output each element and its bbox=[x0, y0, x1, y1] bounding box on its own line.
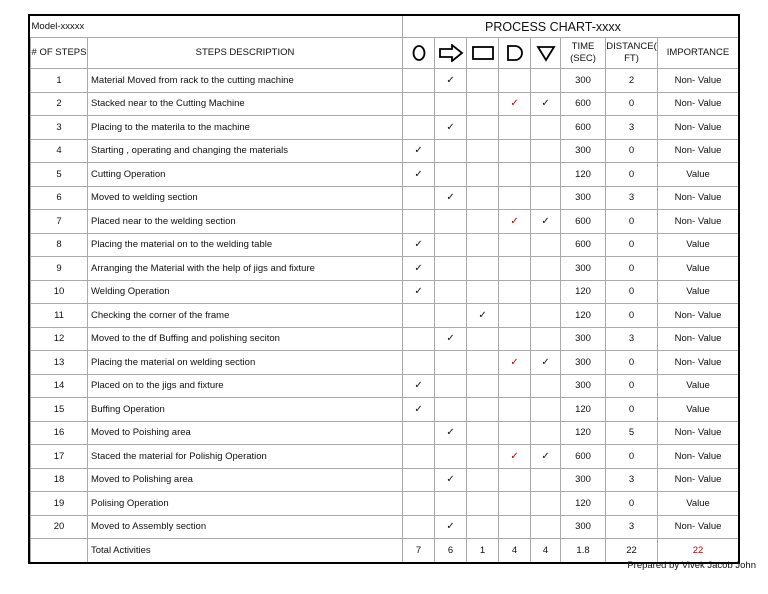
time-sec: 300 bbox=[561, 186, 606, 210]
check-mark-icon: ✓ bbox=[541, 356, 550, 368]
symbol-cell-storage-triangle bbox=[531, 304, 561, 328]
symbol-cell-delay-d bbox=[499, 492, 531, 516]
step-description: Material Moved from rack to the cutting machine bbox=[88, 69, 403, 93]
symbol-cell-storage-triangle bbox=[531, 421, 561, 445]
distance-ft: 0 bbox=[606, 398, 658, 422]
step-description: Placed on to the jigs and fixture bbox=[88, 374, 403, 398]
time-sec: 300 bbox=[561, 351, 606, 375]
step-number: 2 bbox=[31, 92, 88, 116]
step-description: Placing to the materila to the machine bbox=[88, 116, 403, 140]
importance: Non- Value bbox=[658, 304, 738, 328]
symbol-cell-delay-d bbox=[499, 515, 531, 539]
step-description: Buffing Operation bbox=[88, 398, 403, 422]
importance: Non- Value bbox=[658, 468, 738, 492]
distance-ft: 3 bbox=[606, 186, 658, 210]
step-number: 14 bbox=[31, 374, 88, 398]
time-sec: 300 bbox=[561, 468, 606, 492]
time-sec: 120 bbox=[561, 421, 606, 445]
step-description: Staced the material for Polishig Operation bbox=[88, 445, 403, 469]
importance: Non- Value bbox=[658, 92, 738, 116]
header-distance-line1: DISTANCE( bbox=[606, 41, 657, 52]
step-description: Placed near to the welding section bbox=[88, 210, 403, 234]
symbol-cell-storage-triangle bbox=[531, 186, 561, 210]
time-sec: 600 bbox=[561, 210, 606, 234]
step-number: 11 bbox=[31, 304, 88, 328]
symbol-cell-delay-d bbox=[499, 233, 531, 257]
step-number: 19 bbox=[31, 492, 88, 516]
table-row bbox=[31, 139, 739, 163]
symbol-cell-transport-arrow bbox=[435, 69, 467, 93]
check-mark-icon: ✓ bbox=[446, 192, 455, 204]
symbol-cell-inspection-rectangle bbox=[467, 116, 499, 140]
process-chart-sheet bbox=[28, 14, 740, 564]
symbol-cell-inspection-rectangle bbox=[467, 257, 499, 281]
time-sec: 600 bbox=[561, 92, 606, 116]
total-importance: 22 bbox=[658, 539, 738, 562]
symbol-cell-transport-arrow bbox=[435, 468, 467, 492]
symbol-cell-delay-d bbox=[499, 69, 531, 93]
importance: Value bbox=[658, 257, 738, 281]
header-distance-line2: FT) bbox=[624, 53, 639, 64]
symbol-cell-storage-triangle bbox=[531, 233, 561, 257]
symbol-cell-delay-d bbox=[499, 374, 531, 398]
check-mark-icon: ✓ bbox=[510, 450, 519, 462]
check-mark-icon: ✓ bbox=[446, 74, 455, 86]
model-label: Model-xxxxx bbox=[31, 16, 403, 38]
importance: Non- Value bbox=[658, 69, 738, 93]
prepared-by: Prepared by Vivek Jacob John bbox=[627, 560, 756, 571]
symbol-cell-delay-d bbox=[499, 280, 531, 304]
symbol-cell-delay-d bbox=[499, 351, 531, 375]
check-mark-icon: ✓ bbox=[414, 403, 423, 415]
table-row bbox=[31, 515, 739, 539]
time-sec: 120 bbox=[561, 304, 606, 328]
table-row bbox=[31, 163, 739, 187]
symbol-cell-inspection-rectangle bbox=[467, 445, 499, 469]
step-number: 6 bbox=[31, 186, 88, 210]
importance: Non- Value bbox=[658, 116, 738, 140]
step-description: Arranging the Material with the help of jigs and fixture bbox=[88, 257, 403, 281]
check-mark-icon: ✓ bbox=[414, 380, 423, 392]
symbol-cell-delay-d bbox=[499, 163, 531, 187]
importance: Non- Value bbox=[658, 515, 738, 539]
symbol-cell-storage-triangle bbox=[531, 280, 561, 304]
check-mark-icon: ✓ bbox=[541, 98, 550, 110]
importance: Value bbox=[658, 163, 738, 187]
totals-label: Total Activities bbox=[88, 539, 403, 562]
symbol-cell-inspection-rectangle bbox=[467, 421, 499, 445]
symbol-cell-inspection-rectangle bbox=[467, 492, 499, 516]
symbol-cell-storage-triangle bbox=[531, 163, 561, 187]
distance-ft: 0 bbox=[606, 351, 658, 375]
distance-ft: 5 bbox=[606, 421, 658, 445]
symbol-cell-storage-triangle bbox=[531, 210, 561, 234]
table-row bbox=[31, 69, 739, 93]
table-row bbox=[31, 92, 739, 116]
check-mark-icon: ✓ bbox=[541, 215, 550, 227]
symbol-cell-operation-circle bbox=[403, 210, 435, 234]
symbol-cell-operation-circle bbox=[403, 116, 435, 140]
step-description: Moved to Assembly section bbox=[88, 515, 403, 539]
time-sec: 300 bbox=[561, 515, 606, 539]
symbol-cell-transport-arrow bbox=[435, 327, 467, 351]
symbol-cell-delay-d bbox=[499, 186, 531, 210]
symbol-cell-inspection-rectangle bbox=[467, 398, 499, 422]
step-description: Starting , operating and changing the materials bbox=[88, 139, 403, 163]
distance-ft: 0 bbox=[606, 445, 658, 469]
symbol-cell-inspection-rectangle bbox=[467, 351, 499, 375]
time-sec: 120 bbox=[561, 492, 606, 516]
symbol-cell-transport-arrow bbox=[435, 139, 467, 163]
time-sec: 300 bbox=[561, 69, 606, 93]
distance-ft: 3 bbox=[606, 327, 658, 351]
importance: Value bbox=[658, 492, 738, 516]
importance: Non- Value bbox=[658, 421, 738, 445]
symbol-cell-operation-circle bbox=[403, 468, 435, 492]
symbol-cell-storage-triangle bbox=[531, 492, 561, 516]
symbol-cell-inspection-rectangle bbox=[467, 186, 499, 210]
step-description: Placing the material on to the welding table bbox=[88, 233, 403, 257]
symbol-cell-transport-arrow bbox=[435, 421, 467, 445]
step-description: Placing the material on welding section bbox=[88, 351, 403, 375]
check-mark-icon: ✓ bbox=[510, 98, 519, 110]
check-mark-icon: ✓ bbox=[446, 474, 455, 486]
symbol-cell-transport-arrow bbox=[435, 92, 467, 116]
importance: Non- Value bbox=[658, 139, 738, 163]
symbol-cell-inspection-rectangle bbox=[467, 139, 499, 163]
step-number: 9 bbox=[31, 257, 88, 281]
symbol-cell-delay-d bbox=[499, 210, 531, 234]
header-time-line2: (SEC) bbox=[570, 53, 596, 64]
symbol-cell-delay-d bbox=[499, 304, 531, 328]
symbol-cell-inspection-rectangle bbox=[467, 233, 499, 257]
header-importance: IMPORTANCE bbox=[658, 38, 738, 69]
symbol-cell-transport-arrow bbox=[435, 515, 467, 539]
importance: Non- Value bbox=[658, 210, 738, 234]
check-mark-icon: ✓ bbox=[446, 521, 455, 533]
step-description: Moved to the df Buffing and polishing seciton bbox=[88, 327, 403, 351]
table-row bbox=[31, 398, 739, 422]
table-row bbox=[31, 421, 739, 445]
check-mark-icon: ✓ bbox=[478, 309, 487, 321]
importance: Value bbox=[658, 374, 738, 398]
header-distance bbox=[606, 38, 658, 69]
step-description: Moved to Polishing area bbox=[88, 468, 403, 492]
importance: Non- Value bbox=[658, 445, 738, 469]
step-number: 18 bbox=[31, 468, 88, 492]
step-description: Polising Operation bbox=[88, 492, 403, 516]
distance-ft: 0 bbox=[606, 280, 658, 304]
symbol-cell-delay-d bbox=[499, 421, 531, 445]
check-mark-icon: ✓ bbox=[446, 333, 455, 345]
table-row bbox=[31, 445, 739, 469]
distance-ft: 0 bbox=[606, 210, 658, 234]
symbol-cell-inspection-rectangle bbox=[467, 92, 499, 116]
table-row bbox=[31, 304, 739, 328]
symbol-cell-transport-arrow bbox=[435, 210, 467, 234]
total-transport-arrow: 6 bbox=[435, 539, 467, 562]
distance-ft: 2 bbox=[606, 69, 658, 93]
symbol-cell-operation-circle bbox=[403, 139, 435, 163]
symbol-cell-operation-circle bbox=[403, 421, 435, 445]
table-row bbox=[31, 374, 739, 398]
check-mark-icon: ✓ bbox=[414, 286, 423, 298]
step-number: 5 bbox=[31, 163, 88, 187]
header-time bbox=[561, 38, 606, 69]
symbol-cell-transport-arrow bbox=[435, 116, 467, 140]
symbol-cell-operation-circle bbox=[403, 374, 435, 398]
symbol-cell-inspection-rectangle bbox=[467, 468, 499, 492]
check-mark-icon: ✓ bbox=[414, 239, 423, 251]
time-sec: 600 bbox=[561, 445, 606, 469]
symbol-cell-storage-triangle bbox=[531, 445, 561, 469]
symbol-cell-delay-d bbox=[499, 116, 531, 140]
symbol-cell-transport-arrow bbox=[435, 374, 467, 398]
symbol-cell-storage-triangle bbox=[531, 351, 561, 375]
symbol-cell-storage-triangle bbox=[531, 468, 561, 492]
symbol-cell-storage-triangle bbox=[531, 515, 561, 539]
symbol-cell-operation-circle bbox=[403, 92, 435, 116]
check-mark-icon: ✓ bbox=[414, 262, 423, 274]
step-description: Checking the corner of the frame bbox=[88, 304, 403, 328]
symbol-cell-operation-circle bbox=[403, 304, 435, 328]
symbol-cell-inspection-rectangle bbox=[467, 374, 499, 398]
symbol-cell-transport-arrow bbox=[435, 351, 467, 375]
symbol-cell-storage-triangle bbox=[531, 374, 561, 398]
distance-ft: 3 bbox=[606, 468, 658, 492]
distance-ft: 0 bbox=[606, 492, 658, 516]
symbol-cell-inspection-rectangle bbox=[467, 304, 499, 328]
time-sec: 600 bbox=[561, 116, 606, 140]
step-number: 3 bbox=[31, 116, 88, 140]
symbol-cell-storage-triangle bbox=[531, 398, 561, 422]
symbol-cell-transport-arrow bbox=[435, 257, 467, 281]
symbol-cell-storage-triangle bbox=[531, 116, 561, 140]
step-number: 1 bbox=[31, 69, 88, 93]
step-description: Stacked near to the Cutting Machine bbox=[88, 92, 403, 116]
symbol-cell-transport-arrow bbox=[435, 304, 467, 328]
table-row bbox=[31, 233, 739, 257]
symbol-cell-delay-d bbox=[499, 257, 531, 281]
symbol-cell-operation-circle bbox=[403, 69, 435, 93]
total-delay-d: 4 bbox=[499, 539, 531, 562]
total-operation-circle: 7 bbox=[403, 539, 435, 562]
symbol-cell-delay-d bbox=[499, 445, 531, 469]
chart-title: PROCESS CHART-xxxx bbox=[403, 16, 738, 38]
table-row bbox=[31, 280, 739, 304]
inspection-rectangle-icon bbox=[467, 38, 499, 69]
step-number: 8 bbox=[31, 233, 88, 257]
step-number: 7 bbox=[31, 210, 88, 234]
time-sec: 120 bbox=[561, 280, 606, 304]
check-mark-icon: ✓ bbox=[510, 215, 519, 227]
symbol-cell-operation-circle bbox=[403, 163, 435, 187]
time-sec: 300 bbox=[561, 257, 606, 281]
symbol-cell-transport-arrow bbox=[435, 233, 467, 257]
total-distance: 22 bbox=[606, 539, 658, 562]
importance: Value bbox=[658, 233, 738, 257]
importance: Non- Value bbox=[658, 351, 738, 375]
table-row bbox=[31, 210, 739, 234]
check-mark-icon: ✓ bbox=[541, 450, 550, 462]
step-number: 12 bbox=[31, 327, 88, 351]
table-row bbox=[31, 351, 739, 375]
check-mark-icon: ✓ bbox=[414, 168, 423, 180]
time-sec: 300 bbox=[561, 374, 606, 398]
header-description: STEPS DESCRIPTION bbox=[88, 38, 403, 69]
symbol-cell-operation-circle bbox=[403, 257, 435, 281]
step-number: 17 bbox=[31, 445, 88, 469]
step-number: 13 bbox=[31, 351, 88, 375]
symbol-cell-storage-triangle bbox=[531, 139, 561, 163]
symbol-cell-transport-arrow bbox=[435, 398, 467, 422]
symbol-cell-operation-circle bbox=[403, 515, 435, 539]
step-number: 10 bbox=[31, 280, 88, 304]
symbol-cell-delay-d bbox=[499, 139, 531, 163]
table-row bbox=[31, 257, 739, 281]
symbol-cell-inspection-rectangle bbox=[467, 210, 499, 234]
delay-d-icon bbox=[499, 38, 531, 69]
symbol-cell-transport-arrow bbox=[435, 163, 467, 187]
time-sec: 600 bbox=[561, 233, 606, 257]
symbol-cell-operation-circle bbox=[403, 445, 435, 469]
symbol-cell-storage-triangle bbox=[531, 92, 561, 116]
symbol-cell-transport-arrow bbox=[435, 445, 467, 469]
importance: Non- Value bbox=[658, 327, 738, 351]
distance-ft: 0 bbox=[606, 163, 658, 187]
check-mark-icon: ✓ bbox=[446, 121, 455, 133]
totals-blank bbox=[31, 539, 88, 562]
symbol-cell-operation-circle bbox=[403, 233, 435, 257]
table-row bbox=[31, 327, 739, 351]
symbol-cell-delay-d bbox=[499, 398, 531, 422]
table-row bbox=[31, 186, 739, 210]
distance-ft: 3 bbox=[606, 515, 658, 539]
symbol-cell-operation-circle bbox=[403, 186, 435, 210]
distance-ft: 0 bbox=[606, 257, 658, 281]
symbol-cell-inspection-rectangle bbox=[467, 163, 499, 187]
symbol-cell-operation-circle bbox=[403, 398, 435, 422]
step-number: 4 bbox=[31, 139, 88, 163]
symbol-cell-operation-circle bbox=[403, 327, 435, 351]
check-mark-icon: ✓ bbox=[510, 356, 519, 368]
time-sec: 300 bbox=[561, 327, 606, 351]
step-description: Welding Operation bbox=[88, 280, 403, 304]
symbol-cell-inspection-rectangle bbox=[467, 515, 499, 539]
step-number: 16 bbox=[31, 421, 88, 445]
check-mark-icon: ✓ bbox=[446, 427, 455, 439]
distance-ft: 0 bbox=[606, 233, 658, 257]
symbol-cell-inspection-rectangle bbox=[467, 69, 499, 93]
step-number: 15 bbox=[31, 398, 88, 422]
symbol-cell-inspection-rectangle bbox=[467, 280, 499, 304]
symbol-cell-delay-d bbox=[499, 468, 531, 492]
time-sec: 120 bbox=[561, 398, 606, 422]
step-description: Cutting Operation bbox=[88, 163, 403, 187]
distance-ft: 0 bbox=[606, 304, 658, 328]
process-chart-table bbox=[30, 16, 738, 562]
distance-ft: 0 bbox=[606, 374, 658, 398]
importance: Value bbox=[658, 398, 738, 422]
symbol-cell-delay-d bbox=[499, 327, 531, 351]
check-mark-icon: ✓ bbox=[414, 145, 423, 157]
distance-ft: 0 bbox=[606, 92, 658, 116]
symbol-cell-operation-circle bbox=[403, 492, 435, 516]
transport-arrow-icon bbox=[435, 38, 467, 69]
symbol-cell-operation-circle bbox=[403, 280, 435, 304]
time-sec: 120 bbox=[561, 163, 606, 187]
step-number: 20 bbox=[31, 515, 88, 539]
table-row bbox=[31, 492, 739, 516]
symbol-cell-operation-circle bbox=[403, 351, 435, 375]
step-description: Moved to Poishing area bbox=[88, 421, 403, 445]
symbol-cell-inspection-rectangle bbox=[467, 327, 499, 351]
header-time-line1: TIME bbox=[571, 41, 595, 52]
importance: Non- Value bbox=[658, 186, 738, 210]
distance-ft: 3 bbox=[606, 116, 658, 140]
distance-ft: 0 bbox=[606, 139, 658, 163]
totals-row bbox=[31, 539, 739, 562]
table-row bbox=[31, 116, 739, 140]
symbol-cell-storage-triangle bbox=[531, 69, 561, 93]
symbol-cell-storage-triangle bbox=[531, 327, 561, 351]
operation-circle-icon bbox=[403, 38, 435, 69]
time-sec: 300 bbox=[561, 139, 606, 163]
symbol-cell-storage-triangle bbox=[531, 257, 561, 281]
importance: Value bbox=[658, 280, 738, 304]
total-storage-triangle: 4 bbox=[531, 539, 561, 562]
total-inspection-rectangle: 1 bbox=[467, 539, 499, 562]
step-description: Moved to welding section bbox=[88, 186, 403, 210]
symbol-cell-transport-arrow bbox=[435, 186, 467, 210]
total-time: 1.8 bbox=[561, 539, 606, 562]
symbol-cell-delay-d bbox=[499, 92, 531, 116]
header-steps: # OF STEPS bbox=[31, 38, 88, 69]
storage-triangle-icon bbox=[531, 38, 561, 69]
symbol-cell-transport-arrow bbox=[435, 280, 467, 304]
symbol-cell-transport-arrow bbox=[435, 492, 467, 516]
table-row bbox=[31, 468, 739, 492]
